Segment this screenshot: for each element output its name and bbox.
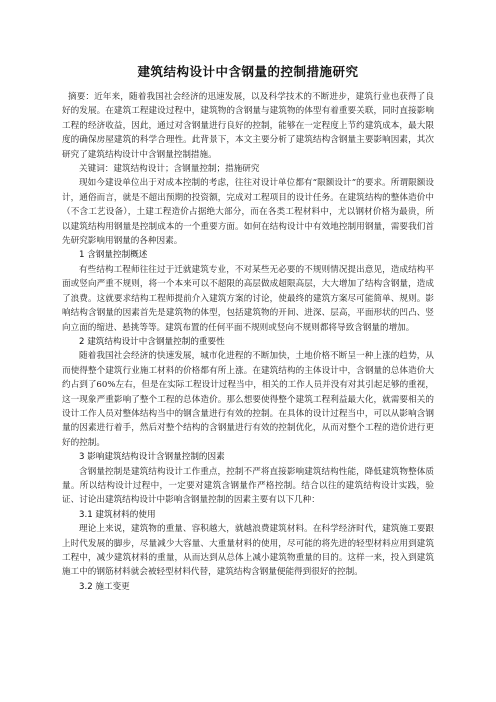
document-title: 建筑结构设计中含钢量的控制措施研究: [137, 64, 359, 79]
section-2-body: 随着我国社会经济的快速发展，城市化进程的不断加快，土地价格不断呈一种上涨的趋势，从而使得整个建筑行业施工材料的价格都有所上涨。在建筑结构的主体设计中，含钢量的总体造价大约占到了60%左右，但是在实际工程设计过程当中，相关的工作人员并没有对其引起足够的重视，这一现象严重影响了整个工程的总体造价。那么想要使得整个建筑工程利益最大化，就需要相关的设计工作人员对整体结构当中的钢含量进行有效的控制。在具体的设计过程当中，可以从影响含钢量的因素进行着手，然后对整个结构的含钢量进行有效的控制优化，从而对整个工程的造价进行更好的控制。: [62, 351, 434, 448]
section-2-heading: 2 建筑结构设计中含钢量控制的重要性: [79, 336, 225, 347]
section-3-1-heading: 3.1 建筑材料的使用: [79, 509, 156, 520]
section-3-2-heading: 3.2 施工变更: [79, 581, 130, 592]
section-3-1-body: 理论上来说，建筑物的重量、容积越大，就越浪费建筑材料。在科学经济时代，建筑施工要跟上时代发展的脚步，尽量减少大容量、大重量材料的使用，尽可能的将先进的轻型材料应用到建筑工程中，减少建筑材料的重量，从而达到从总体上减小建筑物重量的目的。这样一来，投入到建筑施工中的钢筋材料就会被轻型材料代替，建筑结构含钢量便能得到很好的控制。: [62, 524, 434, 578]
section-3-heading: 3 影响建筑结构设计含钢量控制的因素: [79, 452, 225, 463]
abstract-paragraph: 摘要：近年来，随着我国社会经济的迅速发展，以及科学技术的不断进步，建筑行业也获得了良好的发展。在建筑工程建设过程中，建筑物的含钢量与建筑物的体型有着重要关联，同时直接影响工程的经济收益，因此，通过对含钢量进行良好的控制，能够在一定程度上节约建筑成本，最大限度的确保房屋建筑的科学合理性。此背景下，本文主要分析了建筑结构含钢量主要影响因素，其次研究了建筑结构设计中含钢量控制措施。: [62, 92, 434, 160]
intro-paragraph: 现如今建设单位出于对成本控制的考虑，往往对设计单位都有“限额设计”的要求。所谓限额设计，通俗而言，就是不超出预期的投资额，完成对工程项目的设计任务。在建筑结构的整体造价中（不含工艺设备），土建工程造价占据绝大部分，而在各类工程材料中，尤以钢材价格为最贵，所以建筑结构用钢量是控制成本的一个重要方面。如何在结构设计中有效地控制用钢量，需要我们首先研究影响用钢量的各种因素。: [62, 178, 434, 247]
keywords-line: 关键词：建筑结构设计；含钢量控制；措施研究: [79, 164, 260, 175]
section-1-body: 有些结构工程师往往过于迁就建筑专业，不对某些无必要的不规则情况提出意见，造成结构平面或竖向严重不规则，将一个本来可以不超限的高层做成超限高层，大大增加了结构含钢量，造成了浪费。这就要求结构工程师提前介入建筑方案的讨论，使最终的建筑方案尽可能简单、规则。影响结构含钢量的因素首先是建筑物的体型，包括建筑物的开间、进深、层高，平面形状的凹凸、竖向立面的缩进、悬挑等等。建筑布置的任何平面不规则或竖向不规则都将导致含钢量的增加。: [62, 264, 434, 333]
section-1-heading: 1 含钢量控制概述: [79, 250, 148, 261]
section-3-body: 含钢量控制是建筑结构设计工作重点，控制不严将直接影响建筑结构性能，降低建筑物整体质量。所以结构设计过程中，一定要对建筑含钢量作严格控制。结合以往的建筑结构设计实践，验证、讨论出建筑结构设计中影响含钢量控制的因素主要有以下几种：: [62, 466, 434, 506]
